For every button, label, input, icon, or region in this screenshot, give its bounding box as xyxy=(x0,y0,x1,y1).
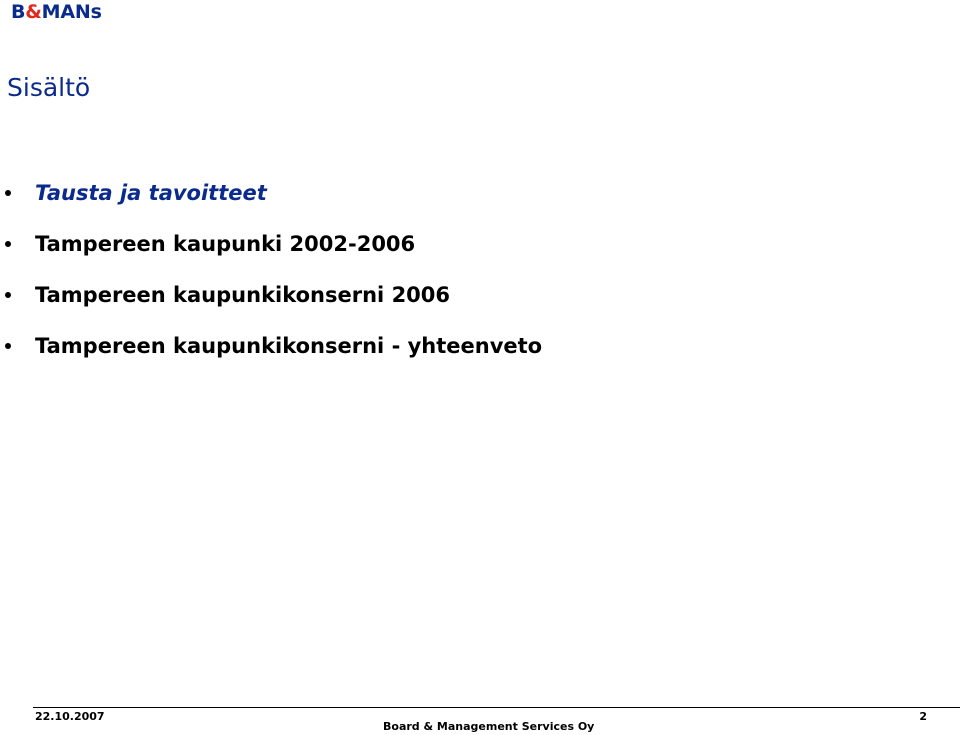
bullet-dot-icon xyxy=(5,292,11,298)
logo-ampersand: & xyxy=(25,1,42,23)
bullet-text: Tampereen kaupunkikonserni - yhteenveto xyxy=(35,334,543,358)
bullet-dot-icon xyxy=(5,190,11,196)
slide-title: Sisältö xyxy=(7,73,91,102)
bullet-text: Tampereen kaupunki 2002-2006 xyxy=(35,232,416,256)
footer-divider xyxy=(33,707,960,708)
bullet-text: Tausta ja tavoitteet xyxy=(35,181,267,205)
bullet-text: Tampereen kaupunkikonserni 2006 xyxy=(35,283,451,307)
logo-part-b: B xyxy=(11,1,26,23)
bullet-dot-icon xyxy=(5,241,11,247)
logo xyxy=(11,1,102,23)
bullet-dot-icon xyxy=(5,343,11,349)
footer-company: Board & Management Services Oy xyxy=(383,720,595,733)
page-number: 2 xyxy=(919,710,927,723)
footer-date: 22.10.2007 xyxy=(35,710,105,723)
logo-part-mans: MANs xyxy=(41,1,102,23)
